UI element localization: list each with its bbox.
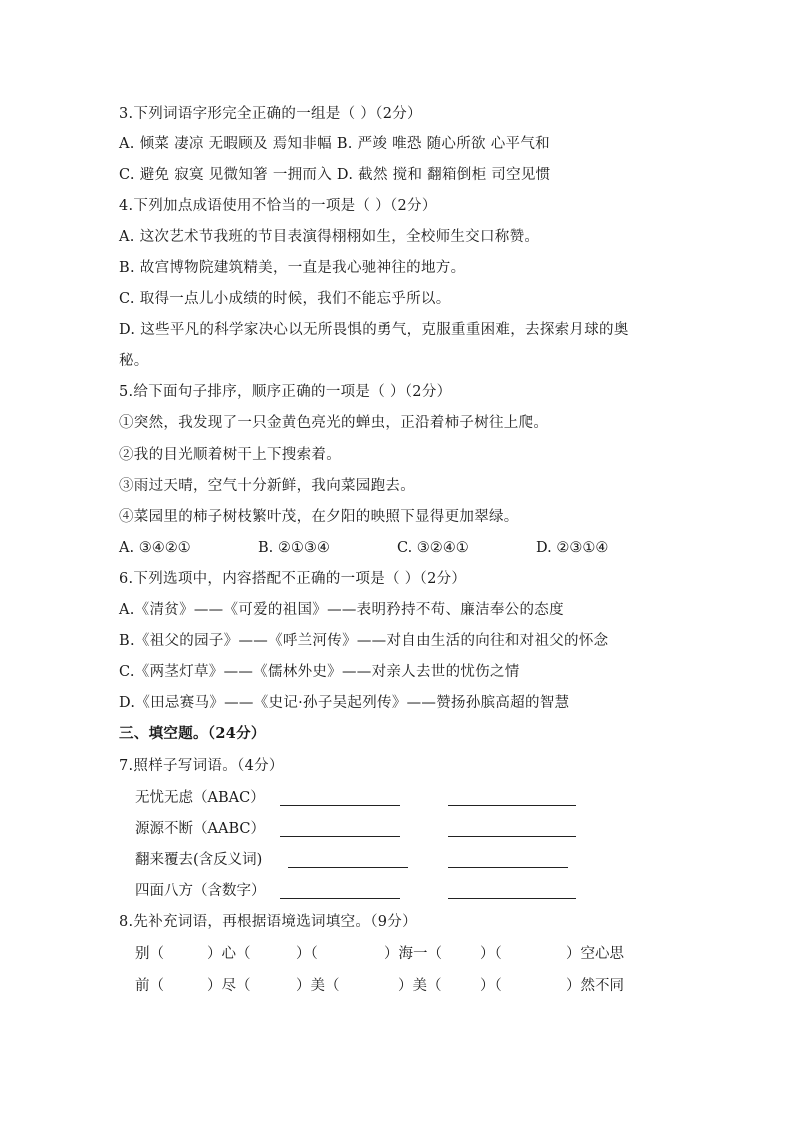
q8-stem: 8.先补充词语，再根据语境选词填空。（9分）	[119, 914, 417, 930]
q7-answer-2a[interactable]	[280, 836, 400, 837]
q5-option-c: C. ③②④①	[397, 540, 469, 556]
q7-answer-3a[interactable]	[288, 867, 408, 868]
q8-row2-cell-3: ）美（	[296, 978, 340, 994]
q3-stem: 3.下列词语字形完全正确的一组是（ ）（2分）	[119, 106, 422, 122]
q7-stem: 7.照样子写词语。（4分）	[119, 758, 284, 774]
q4-option-c: C. 取得一点儿小成绩的时候，我们不能忘乎所以。	[119, 291, 451, 307]
q4-option-a: A. 这次艺术节我班的节目表演得栩栩如生，全校师生交口称赞。	[119, 229, 540, 245]
q7-example-4: 四面八方（含数字）	[135, 883, 266, 899]
q5-sentence-3: ③雨过天晴，空气十分新鲜，我向菜园跑去。	[119, 478, 415, 494]
q8-row1-cell-4: ）海一（	[384, 946, 442, 962]
q4-stem: 4.下列加点成语使用不恰当的一项是（ ）（2分）	[119, 198, 437, 214]
q7-answer-1b[interactable]	[448, 805, 576, 806]
q7-example-2: 源源不断（AABC）	[135, 821, 265, 837]
q7-example-3: 翻来覆去(含反义词)	[135, 852, 263, 868]
q6-option-d: D.《田忌赛马》——《史记·孙子吴起列传》——赞扬孙膑高超的智慧	[119, 695, 570, 711]
q4-option-d-line2: 秘。	[119, 353, 149, 369]
q7-answer-3b[interactable]	[448, 867, 568, 868]
q8-row1-cell-5: ）（	[480, 946, 502, 962]
q3-options-row1: A. 倾菜 凄凉 无暇顾及 焉知非幅 B. 严竣 唯恐 随心所欲 心平气和	[119, 136, 550, 152]
q5-sentence-2: ②我的目光顺着树干上下搜索着。	[119, 447, 341, 463]
q8-row1-cell-2: ）心（	[207, 946, 251, 962]
q6-stem: 6.下列选项中，内容搭配不正确的一项是（ ）（2分）	[119, 571, 467, 587]
q5-sentence-4: ④菜园里的柿子树枝繁叶茂，在夕阳的映照下显得更加翠绿。	[119, 509, 519, 525]
q6-option-b: B.《祖父的园子》——《呼兰河传》——对自由生活的向往和对祖父的怀念	[119, 633, 609, 649]
q8-row2-cell-2: ）尽（	[207, 978, 251, 994]
q3-options-row2: C. 避免 寂寞 见微知箸 一拥而入 D. 截然 搅和 翻箱倒柜 司空见惯	[119, 167, 551, 183]
q7-answer-2b[interactable]	[448, 836, 576, 837]
q5-stem: 5.给下面句子排序，顺序正确的一项是（ ）（2分）	[119, 384, 452, 400]
q8-row2-cell-4: ）美（	[398, 978, 442, 994]
q8-row1-cell-3: ）（	[296, 946, 318, 962]
q5-option-d: D. ②③①④	[536, 540, 609, 556]
q8-row1-cell-1: 别（	[135, 946, 164, 962]
q6-option-c: C.《两茎灯草》——《儒林外史》——对亲人去世的忧伤之情	[119, 664, 520, 680]
q8-row2-cell-6: ）然不同	[566, 978, 624, 994]
q4-option-b: B. 故宫博物院建筑精美，一直是我心驰神往的地方。	[119, 260, 466, 276]
q5-sentence-1: ①突然，我发现了一只金黄色亮光的蝉虫，正沿着柿子树往上爬。	[119, 415, 549, 431]
q8-row2-cell-5: ）（	[480, 978, 502, 994]
q7-example-1: 无忧无虑（ABAC）	[135, 790, 265, 806]
q5-option-b: B. ②①③④	[258, 540, 330, 556]
q8-row2-cell-1: 前（	[135, 978, 164, 994]
q5-option-a: A. ③④②①	[119, 540, 191, 556]
q7-answer-1a[interactable]	[280, 805, 400, 806]
q6-option-a: A.《清贫》——《可爱的祖国》——表明矜持不苟、廉洁奉公的态度	[119, 602, 564, 618]
q8-row1-cell-6: ）空心思	[566, 946, 624, 962]
q7-answer-4b[interactable]	[448, 898, 576, 899]
q7-answer-4a[interactable]	[280, 898, 400, 899]
q4-option-d-line1: D. 这些平凡的科学家决心以无所畏惧的勇气，克服重重困难，去探索月球的奥	[119, 322, 629, 338]
section-heading: 三、填空题。（24分）	[119, 725, 266, 742]
